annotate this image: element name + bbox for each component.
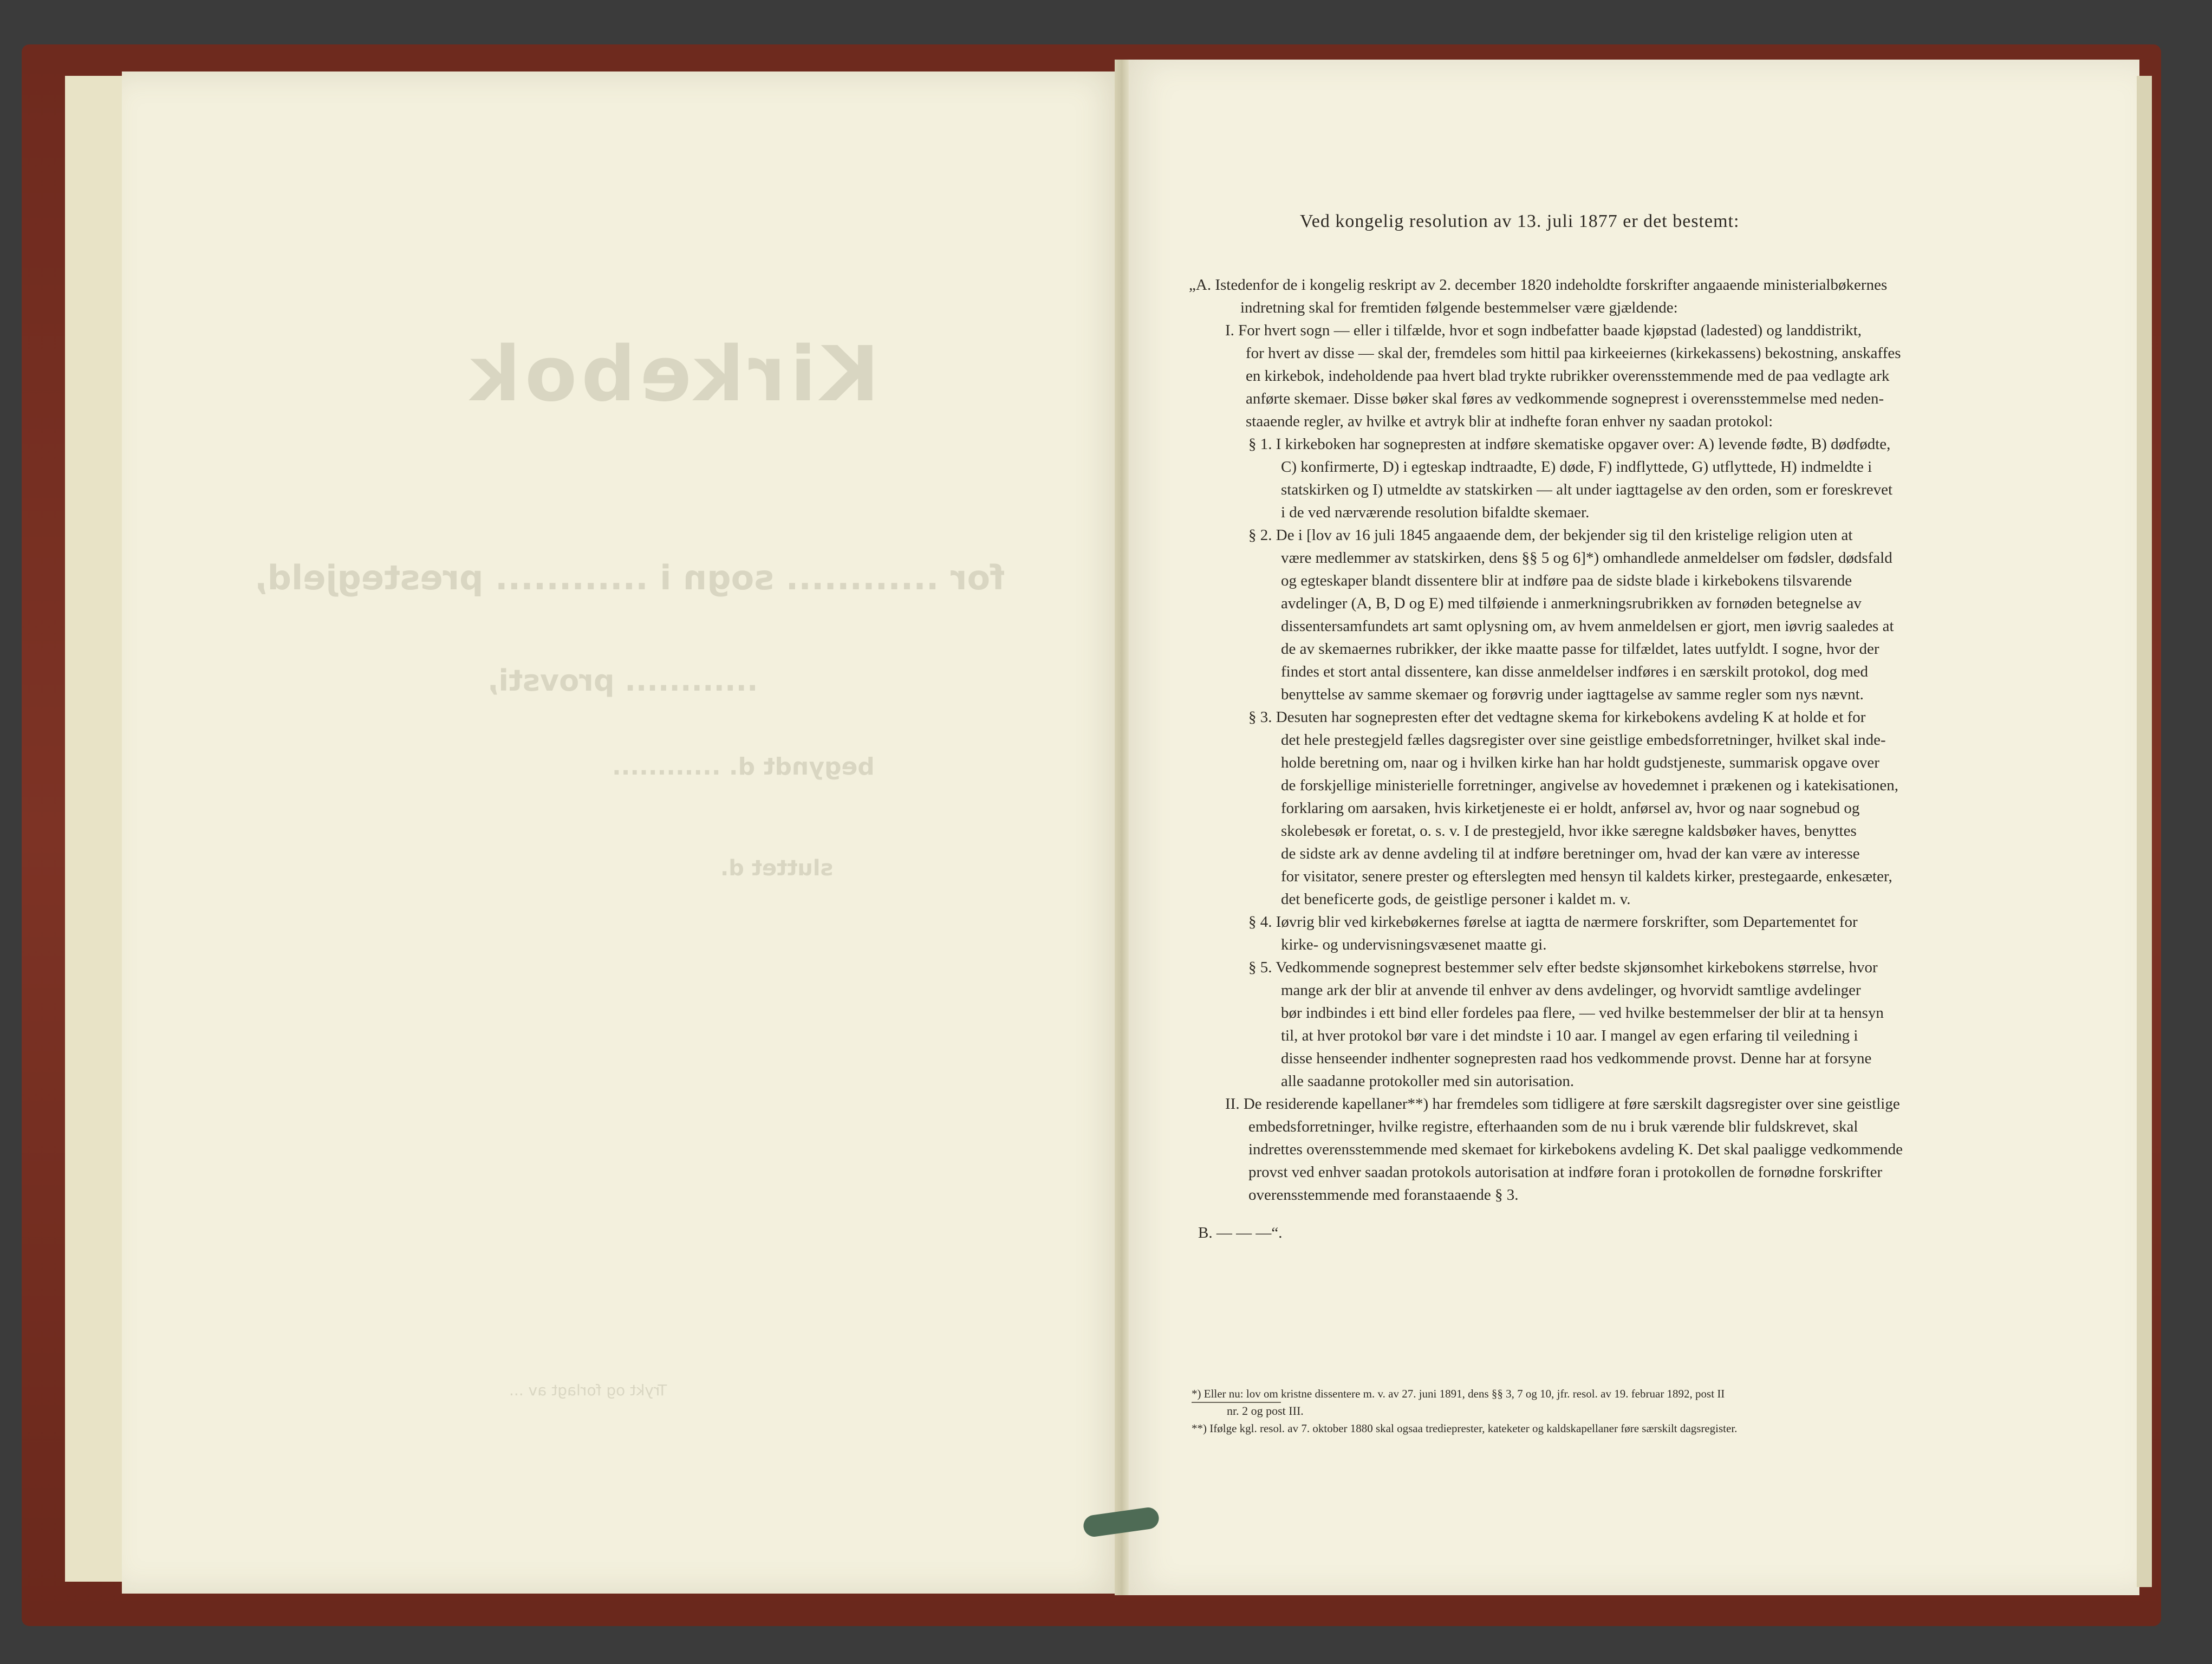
body-line: bør indbindes i ett bind eller fordeles paa flere, — ved hvilke bestemmelser der blir at ta hensyn: [1281, 1004, 1884, 1022]
body-line: alle saadanne protokoller med sin autorisation.: [1281, 1072, 1575, 1090]
footnote-2: **) Ifølge kgl. resol. av 7. oktober 1880 skal ogsaa tredieprester, kateketer og kaldskapellaner føre særskilt dagsregister.: [1192, 1422, 1738, 1435]
body-line: „A. Istedenfor de i kongelig reskript av 2. december 1820 indeholdte forskrifter angaaende ministerialbøkernes: [1189, 276, 1888, 294]
body-line: I. For hvert sogn — eller i tilfælde, hvor et sogn indbefatter baade kjøpstad (ladested) og landdistrikt,: [1225, 322, 1862, 339]
body-line: benyttelse av samme skemaer og forøvrig under iagttagelse av samme regler som nys nævnt.: [1281, 686, 1864, 703]
body-line: § 5. Vedkommende sogneprest bestemmer selv efter bedste skjønsomhet kirkebokens størrelse, hvor: [1248, 959, 1878, 976]
body-line: det beneficerte gods, de geistlige personer i kaldet m. v.: [1281, 890, 1631, 908]
body-line: overensstemmende med foranstaaende § 3.: [1248, 1186, 1519, 1204]
body-line: indretning skal for fremtiden følgende bestemmelser være gjældende:: [1240, 299, 1678, 316]
left-page: [122, 72, 1124, 1594]
body-line: embedsforretninger, hvilke registre, efterhaanden som de nu i bruk værende blir fuldskrevet, skal: [1248, 1118, 1858, 1135]
footnote-1: *) Eller nu: lov om kristne dissentere m. v. av 27. juni 1891, dens §§ 3, 7 og 10, jfr. resol. av 19. februar 1892, post II: [1192, 1387, 1725, 1400]
body-line: for visitator, senere prester og efterslegten med hensyn til kaldets kirker, prestegaarde, enkesæter,: [1281, 868, 1892, 885]
ghost-line-deanery: ............ provsti,: [487, 664, 758, 698]
body-line: kirke- og undervisningsvæsenet maatte gi.: [1281, 936, 1547, 953]
right-page-edge: [2137, 76, 2152, 1587]
ghost-line-ended: sluttet d.: [720, 856, 834, 881]
body-line: de av skemaernes rubrikker, der ikke maatte passe for tilfældet, lates uutfyldt. I sogne, hvor der: [1281, 640, 1879, 658]
body-line: i de ved nærværende resolution bifaldte skemaer.: [1281, 504, 1590, 521]
body-line: avdelinger (A, B, D og E) med tilføiende i anmerkningsrubrikken av fornøden betegnelse av: [1281, 595, 1862, 612]
body-line: mange ark der blir at anvende til enhver av dens avdelinger, og hvorvidt samtlige avdelinger: [1281, 981, 1861, 999]
body-line: for hvert av disse — skal der, fremdeles som hittil paa kirkeeiernes (kirkekassens) bekostning, anskaffes: [1246, 344, 1901, 362]
body-line: de sidste ark av denne avdeling til at indføre beretninger om, hvad der kan være av interesse: [1281, 845, 1860, 862]
body-line: statskirken og I) utmeldte av statskirken — alt under iagttagelse av den orden, som er foreskrevet: [1281, 481, 1893, 498]
body-line: til, at hver protokol bør vare i det mindste i 10 aar. I mangel av egen erfaring til veiledning i: [1281, 1027, 1858, 1044]
book-gutter: [1115, 60, 1129, 1595]
body-line: B. — — —“.: [1198, 1224, 1283, 1242]
body-line: dissentersamfundets art samt oplysning om, av hvem anmeldelsen er gjort, men iøvrig saaledes at: [1281, 618, 1894, 635]
body-line: staaende regler, av hvilke et avtryk blir at indhefte foran enhver ny saadan protokol:: [1246, 413, 1773, 430]
body-line: disse henseender indhenter sognepresten raad hos vedkommende provst. Denne har at forsyne: [1281, 1050, 1872, 1067]
body-line: II. De residerende kapellaner**) har fremdeles som tidligere at føre særskilt dagsregister over sine geistlige: [1225, 1095, 1900, 1113]
body-line: § 3. Desuten har sognepresten efter det vedtagne skema for kirkebokens avdeling K at holde et for: [1248, 708, 1866, 726]
body-line: § 1. I kirkeboken har sognepresten at indføre skematiske opgaver over: A) levende fødte, B) dødfødte,: [1248, 435, 1891, 453]
footnote-1-cont: nr. 2 og post III.: [1227, 1404, 1304, 1418]
body-line: provst ved enhver saadan protokols autorisation at indføre foran i protokollen de fornødne forskrifter: [1248, 1164, 1883, 1181]
body-line: findes et stort antal dissentere, kan disse anmeldelser indføres i en særskilt protokol, dog med: [1281, 663, 1869, 680]
body-line: det hele prestegjeld fælles dagsregister over sine geistlige embedsforretninger, hvilket skal inde-: [1281, 731, 1886, 749]
ghost-footer: Trykt og forlagt av ...: [509, 1381, 667, 1399]
body-line: anførte skemaer. Disse bøker skal føres av vedkommende sogneprest i overensstemmelse med neden-: [1246, 390, 1884, 407]
body-line: en kirkebok, indeholdende paa hvert blad trykte rubrikker overensstemmende med de paa vedlagte ark: [1246, 367, 1890, 385]
body-line: C) konfirmerte, D) i egteskap indtraadte, E) døde, F) indflyttede, G) utflyttede, H) indmeldte i: [1281, 458, 1872, 476]
body-line: § 2. De i [lov av 16 juli 1845 angaaende dem, der bekjender sig til den kristelige religion uten at: [1248, 526, 1853, 544]
left-page-edge: [65, 76, 125, 1582]
ghost-line-parish: for ............ sogn i ............ prestegjeld,: [255, 558, 1005, 597]
body-line: og egteskaper blandt dissentere blir at indføre paa de sidste blade i kirkebokens tilsvarende: [1281, 572, 1852, 589]
ghost-line-begun: begyndt d. ............: [612, 753, 875, 781]
body-line: § 4. Iøvrig blir ved kirkebøkernes førelse at iagtta de nærmere forskrifter, som Departementet for: [1248, 913, 1858, 931]
body-line: forklaring om aarsaken, hvis kirketjeneste ei er holdt, anførsel av, hvor og naar sognebud og: [1281, 800, 1860, 817]
body-line: holde beretning om, naar og i hvilken kirke han har holdt gudstjeneste, summarisk opgave over: [1281, 754, 1879, 771]
body-line: indrettes overensstemmende med skemaet for kirkebokens avdeling K. Det skal paaligge vedkommende: [1248, 1141, 1903, 1158]
body-line: være medlemmer av statskirken, dens §§ 5 og 6]*) omhandlede anmeldelser om fødsler, dødsfald: [1281, 549, 1892, 567]
body-line: skolebesøk er foretat, o. s. v. I de prestegjeld, hvor ikke særegne kaldsbøker haves, benyttes: [1281, 822, 1857, 840]
ghost-title: Kirkebok: [466, 330, 880, 419]
body-line: de forskjellige ministerielle forretninger, angivelse av hovedemnet i prækenen og i katekisationen,: [1281, 777, 1898, 794]
resolution-heading: Ved kongelig resolution av 13. juli 1877 er det bestemt:: [1300, 211, 1740, 231]
